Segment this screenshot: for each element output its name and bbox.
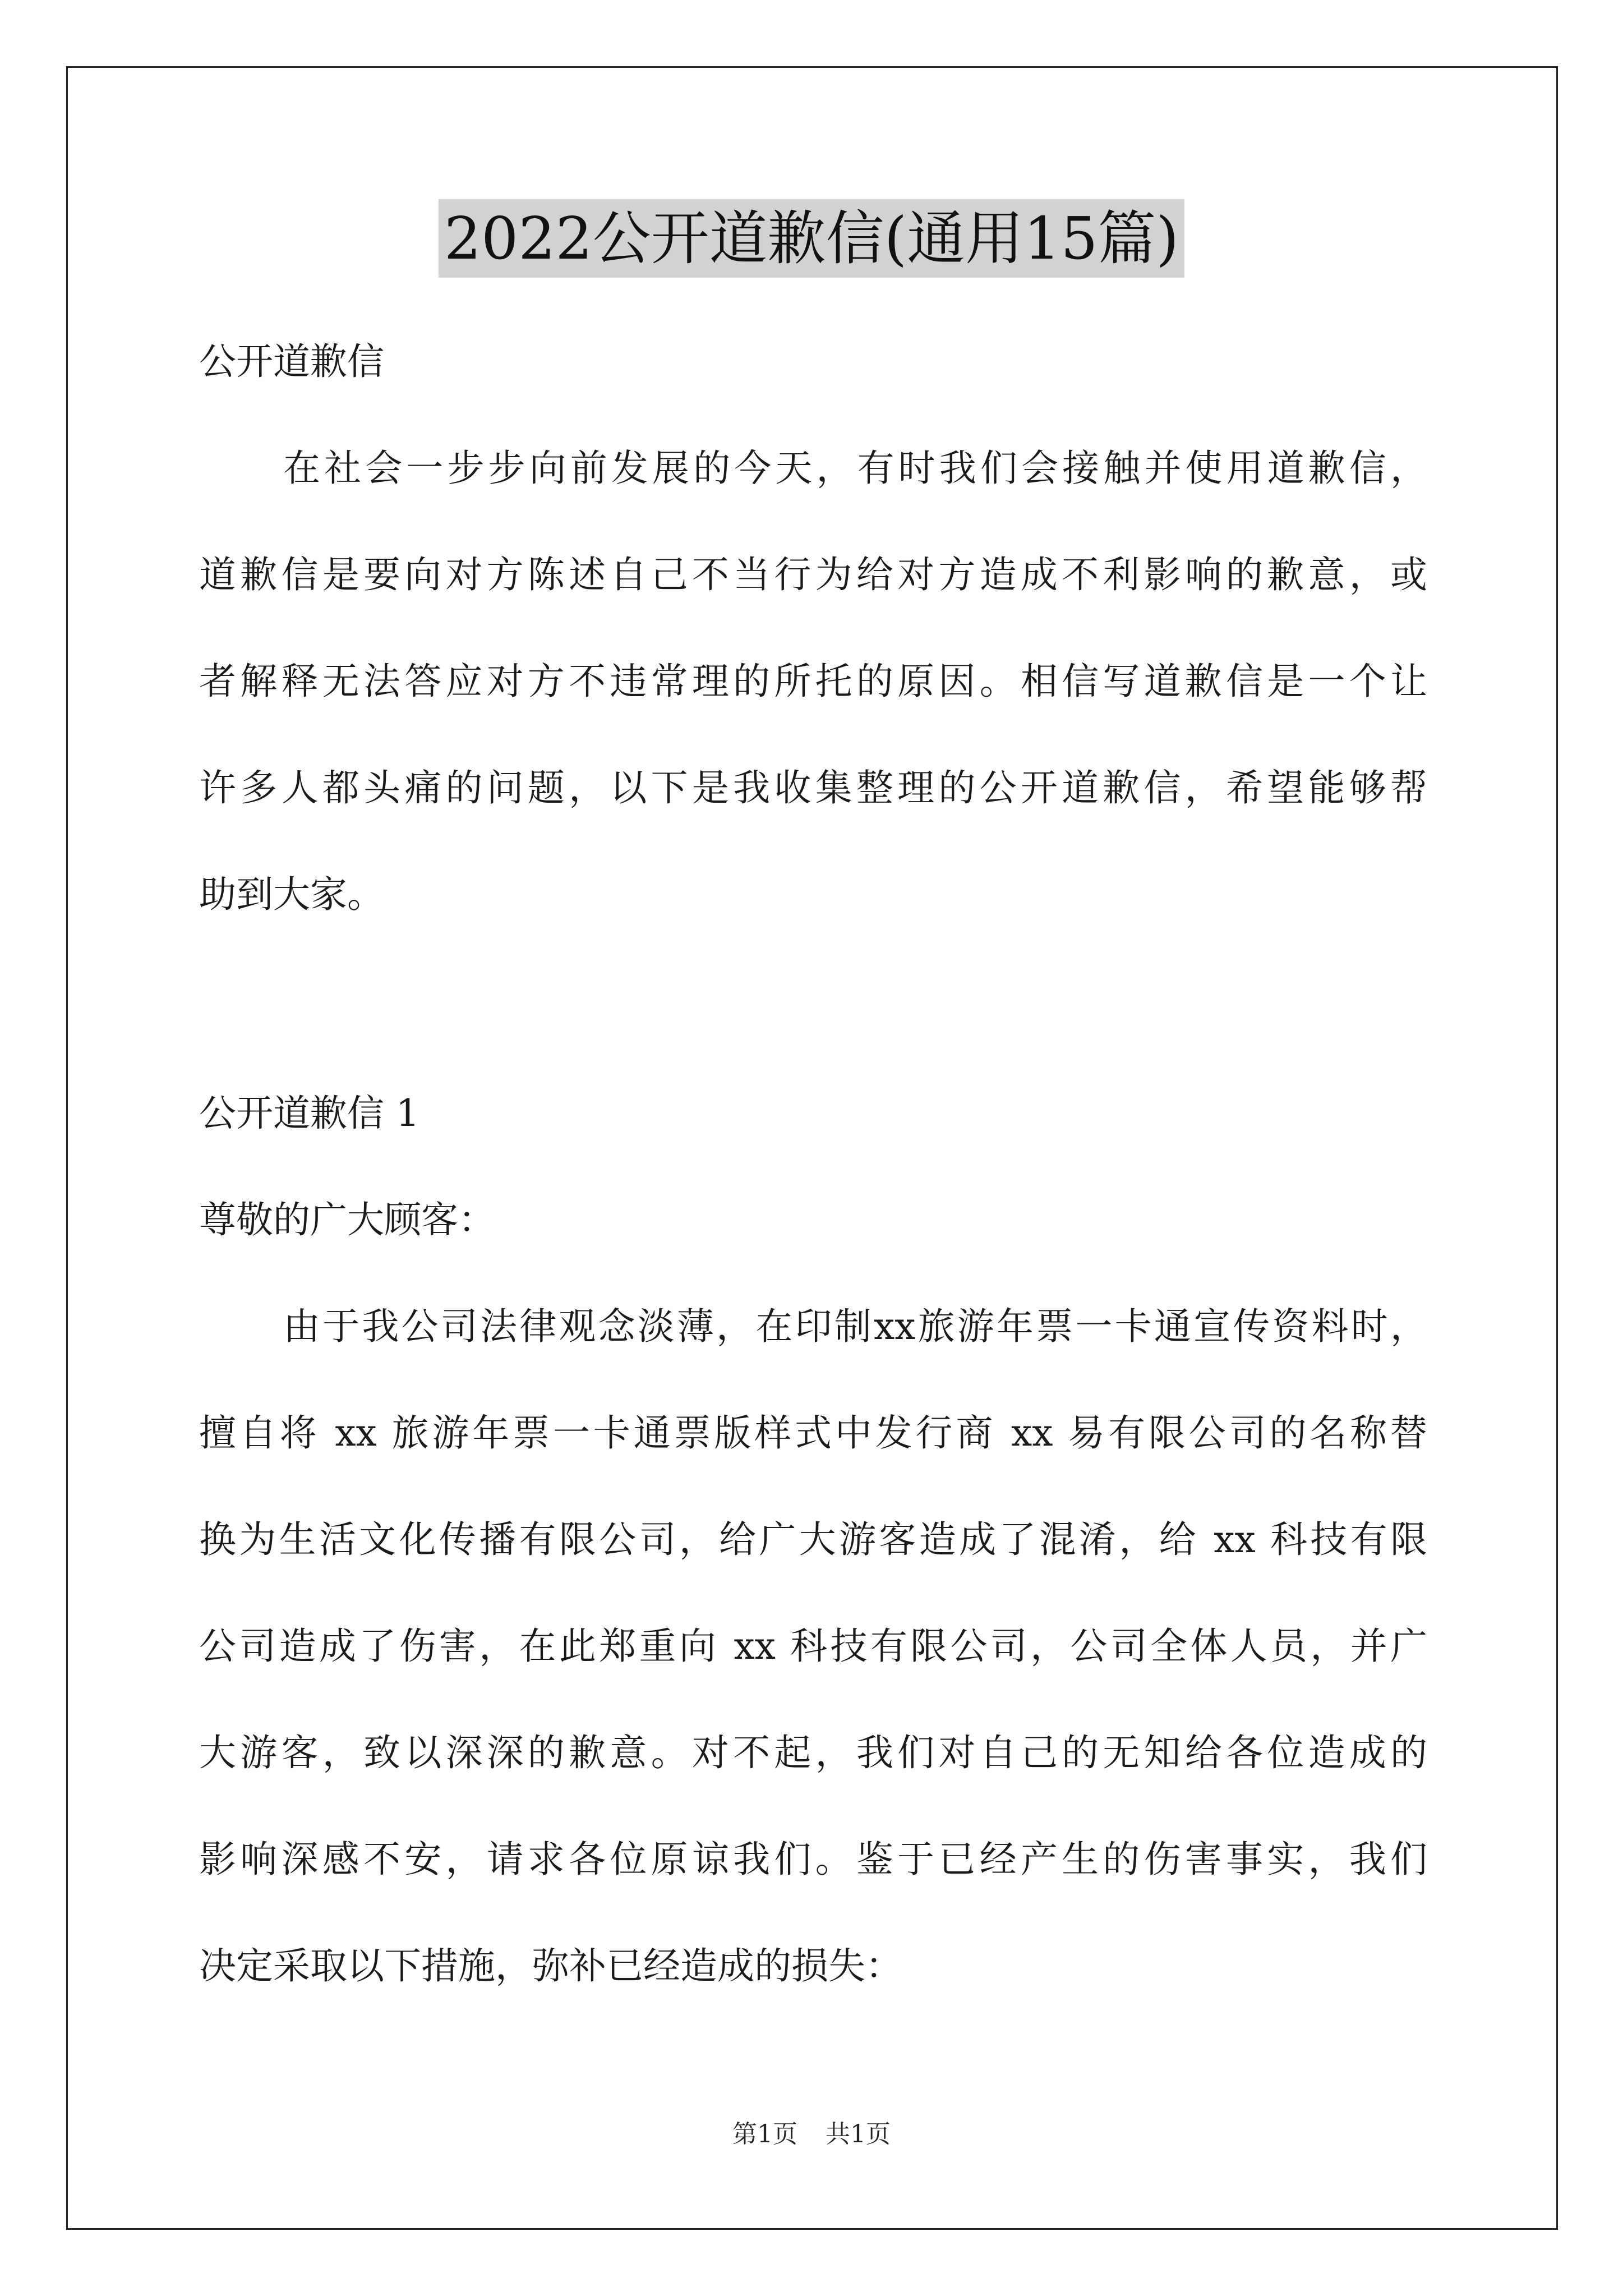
salutation: 尊敬的广大顾客： bbox=[199, 1198, 495, 1241]
intro-line: 道歉信是要向对方陈述自己不当行为给对方造成不利影响的歉意，或 bbox=[199, 553, 1427, 596]
section-heading-1: 公开道歉信 1 bbox=[199, 1092, 419, 1135]
letter-line: 公司造成了伤害，在此郑重向 xx 科技有限公司，公司全体人员，并广 bbox=[199, 1625, 1427, 1668]
page-number: 第1页 bbox=[732, 2120, 797, 2148]
letter-line: 大游客，致以深深的歉意。对不起，我们对自己的无知给各位造成的 bbox=[199, 1731, 1427, 1774]
document-title: 2022公开道歉信(通用15篇) bbox=[439, 199, 1184, 278]
page-border bbox=[66, 66, 1558, 2230]
letter-line: 决定采取以下措施，弥补已经造成的损失： bbox=[199, 1944, 902, 1987]
letter-line: 擅自将 xx 旅游年票一卡通票版样式中发行商 xx 易有限公司的名称替 bbox=[199, 1411, 1427, 1455]
title-container bbox=[0, 199, 1623, 278]
page-total: 共1页 bbox=[826, 2120, 891, 2148]
intro-line: 许多人都头痛的问题，以下是我收集整理的公开道歉信，希望能够帮 bbox=[199, 766, 1427, 809]
intro-line: 助到大家。 bbox=[199, 873, 384, 916]
letter-line: 影响深感不安，请求各位原谅我们。鉴于已经产生的伤害事实，我们 bbox=[199, 1838, 1427, 1881]
page-footer bbox=[0, 2118, 1623, 2151]
intro-line: 在社会一步步向前发展的今天，有时我们会接触并使用道歉信， bbox=[283, 447, 1427, 490]
letter-line: 换为生活文化传播有限公司，给广大游客造成了混淆，给 xx 科技有限 bbox=[199, 1518, 1427, 1561]
letter-line: 由于我公司法律观念淡薄，在印制xx旅游年票一卡通宣传资料时， bbox=[283, 1305, 1427, 1348]
intro-line: 者解释无法答应对方不违常理的所托的原因。相信写道歉信是一个让 bbox=[199, 660, 1427, 703]
section-heading-intro: 公开道歉信 bbox=[199, 340, 384, 383]
